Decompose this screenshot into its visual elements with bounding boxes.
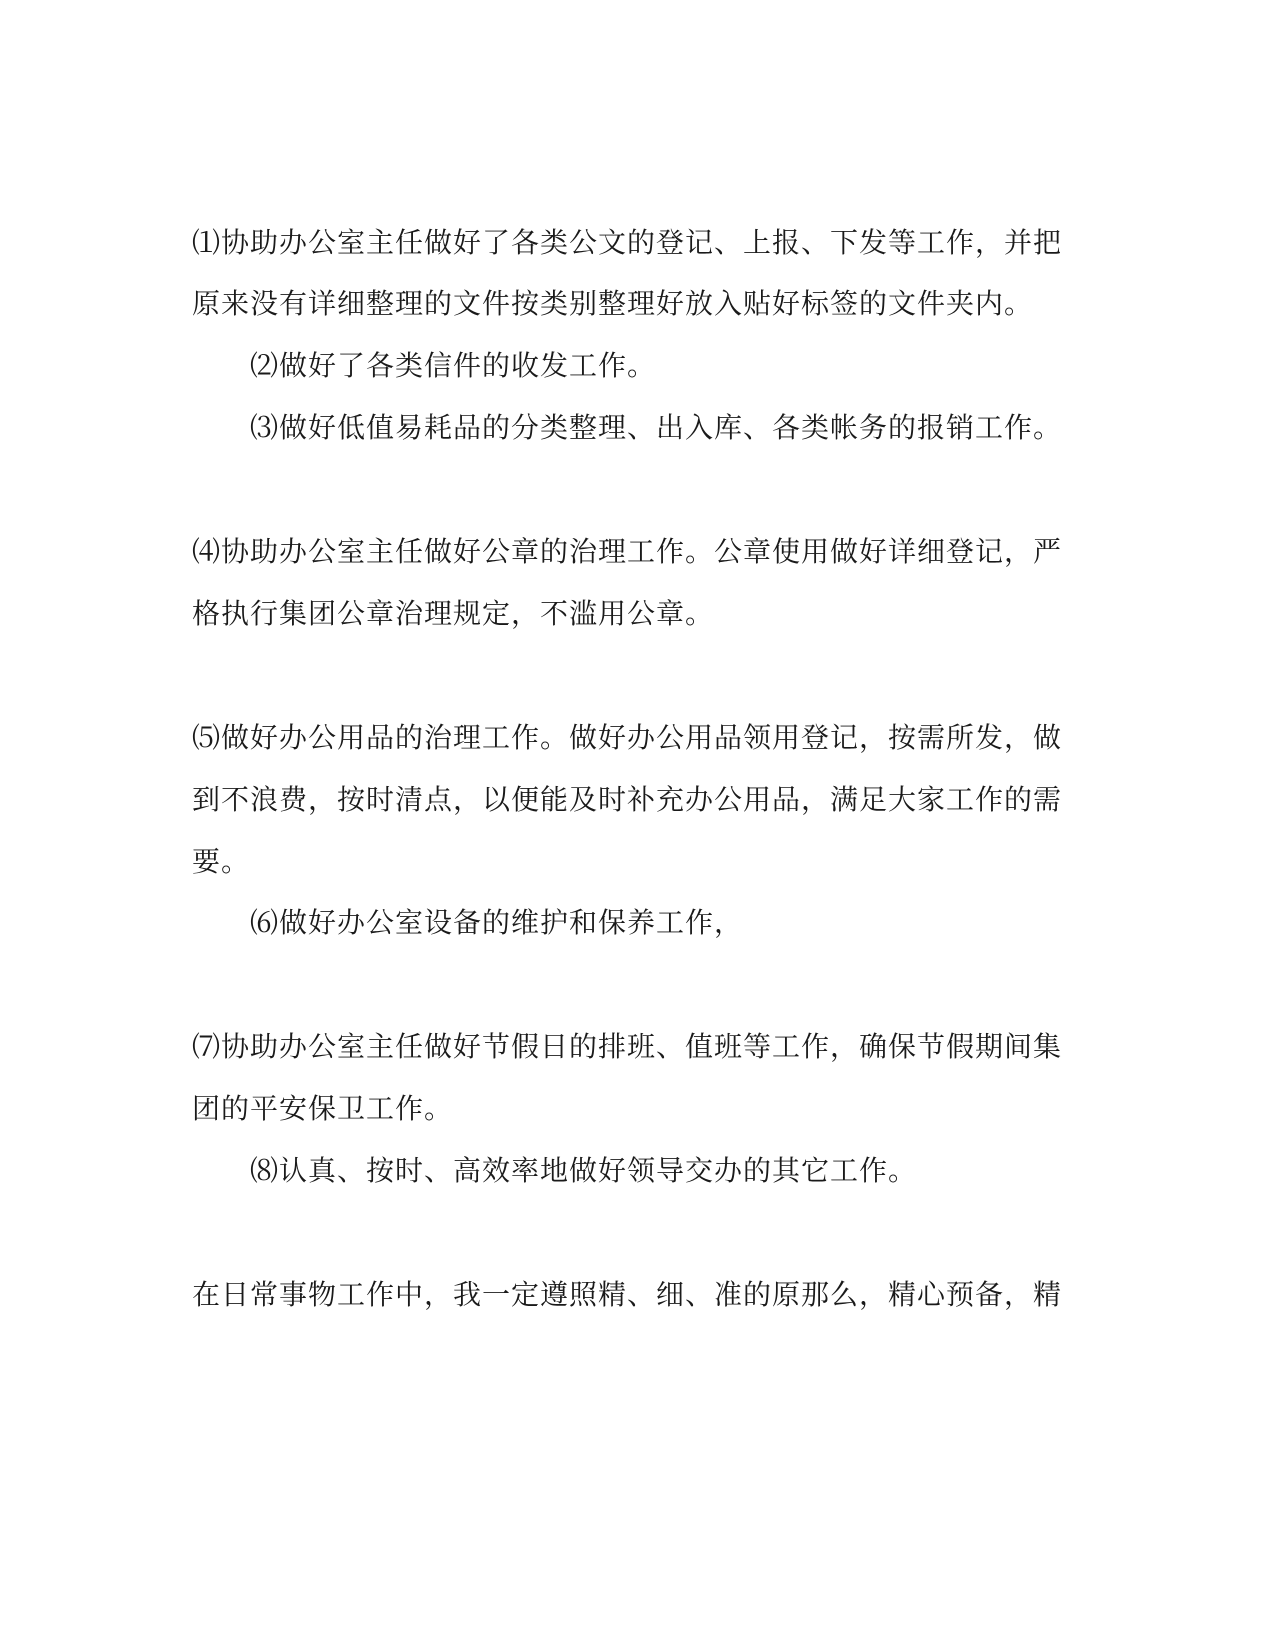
text-line-3: ⑵做好了各类信件的收发工作。 <box>250 349 657 382</box>
text-line-5: ⑷协助办公室主任做好公章的治理工作。公章使用做好详细登记，严 <box>192 535 1063 568</box>
text-line-14: 在日常事物工作中，我一定遵照精、细、准的原那么，精心预备，精 <box>192 1278 1063 1311</box>
text-line-9: 要。 <box>192 845 251 878</box>
text-line-1: ⑴协助办公室主任做好了各类公文的登记、上报、下发等工作，并把 <box>192 226 1063 259</box>
text-line-6: 格执行集团公章治理规定，不滥用公章。 <box>192 597 715 630</box>
text-line-11: ⑺协助办公室主任做好节假日的排班、值班等工作，确保节假期间集 <box>192 1030 1063 1063</box>
text-line-8: 到不浪费，按时清点，以便能及时补充办公用品，满足大家工作的需 <box>192 783 1063 816</box>
text-line-2: 原来没有详细整理的文件按类别整理好放入贴好标签的文件夹内。 <box>192 287 1034 320</box>
text-line-10: ⑹做好办公室设备的维护和保养工作， <box>250 906 744 939</box>
text-line-4: ⑶做好低值易耗品的分类整理、出入库、各类帐务的报销工作。 <box>250 411 1063 444</box>
text-line-7: ⑸做好办公用品的治理工作。做好办公用品领用登记，按需所发，做 <box>192 721 1063 754</box>
text-line-13: ⑻认真、按时、高效率地做好领导交办的其它工作。 <box>250 1154 918 1187</box>
text-line-12: 团的平安保卫工作。 <box>192 1092 454 1125</box>
